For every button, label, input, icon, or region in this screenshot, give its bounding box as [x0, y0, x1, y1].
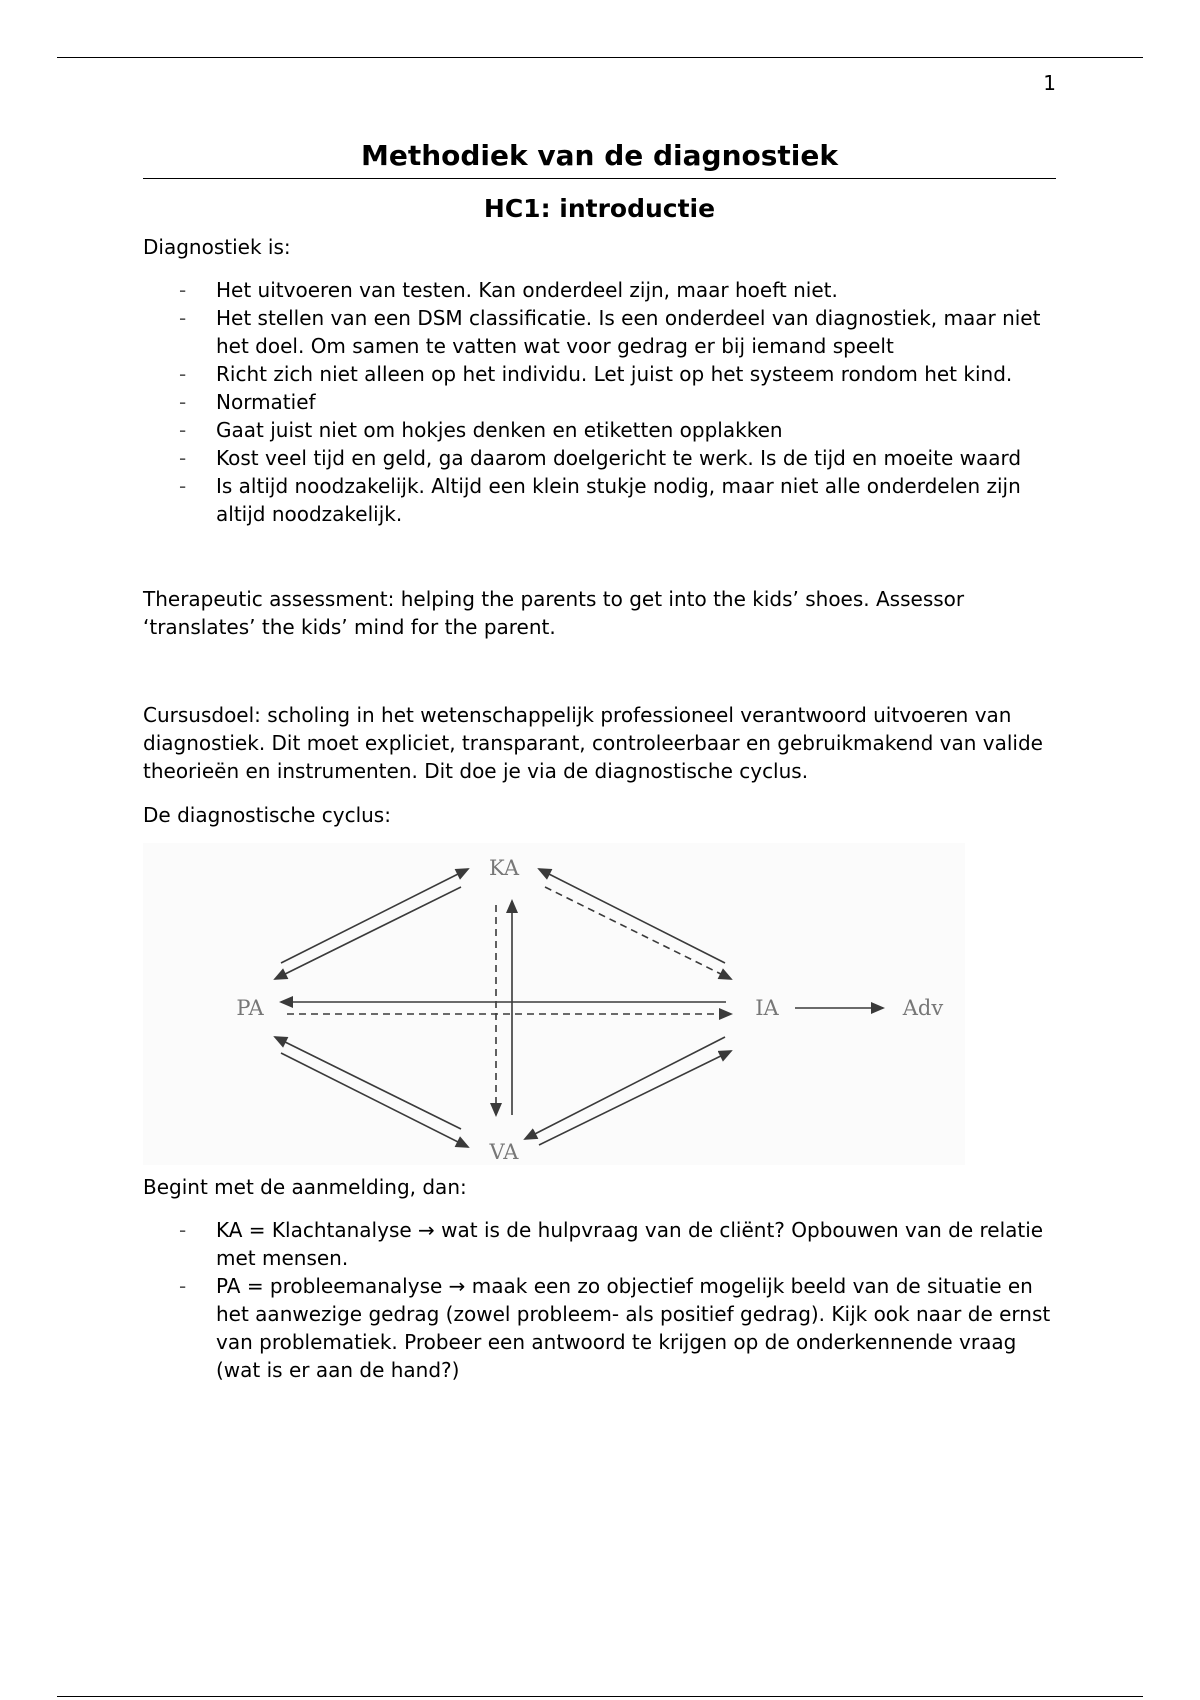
dash-bullet: - [179, 278, 187, 302]
list-item [143, 1272, 1056, 1384]
list-item [143, 360, 1056, 388]
dash-bullet: - [179, 362, 187, 386]
page-bottom-rule [57, 1696, 1143, 1697]
section-heading: HC1: introductie [483, 194, 716, 223]
list-item-text: Het stellen van een DSM classificatie. Is een onderdeel van diagnostiek, maar niet het doel. Om samen te vatten wat voor gedrag er bij iemand speelt [216, 306, 1041, 358]
document-title: Methodiek van de diagnostiek [143, 136, 1056, 179]
list-item [143, 1216, 1056, 1272]
dash-bullet: - [179, 1274, 187, 1298]
cycle-intro: De diagnostische cyclus: [143, 803, 391, 827]
dash-bullet: - [179, 474, 187, 498]
document-body [143, 136, 1056, 1384]
dash-bullet: - [179, 1218, 187, 1242]
intro-paragraph: Diagnostiek is: [143, 235, 291, 259]
dash-bullet: - [179, 418, 187, 442]
arrow-va-to-pa [275, 1037, 461, 1129]
analysis-list [143, 1216, 1056, 1384]
list-item-text: Het uitvoeren van testen. Kan onderdeel zijn, maar hoeft niet. [216, 278, 838, 302]
list-item [143, 416, 1056, 444]
node-pa-label: PA [236, 996, 264, 1020]
arrow-pa-to-va [281, 1053, 468, 1147]
list-item-text: Richt zich niet alleen op het individu. Let juist op het systeem rondom het kind. [216, 362, 1013, 386]
list-item-text: Kost veel tijd en geld, ga daarom doelgericht te werk. Is de tijd en moeite waard [216, 446, 1022, 470]
arrow-pa-to-ka [281, 869, 468, 963]
cursusdoel-paragraph: Cursusdoel: scholing in het wetenschappelijk professioneel verantwoord uitvoeren van diagnostiek. Dit moet expliciet, transparant, controleerbaar en gebruikmakend van valide theorieën en instrumenten. Dit doe je via de diagnostische cyclus. [143, 703, 1043, 783]
arrow-ka-to-ia-dashed [545, 887, 731, 979]
arrow-ia-to-ka [539, 869, 725, 963]
list-item-text: PA = probleemanalyse → maak een zo objectief mogelijk beeld van de situatie en het aanwezige gedrag (zowel probleem- als positief gedrag). Kijk ook naar de ernst van problematiek. Probeer een antwoord te krijgen op de onderkennende vraag (wat is er aan de hand?) [216, 1274, 1051, 1382]
node-adv-label: Adv [902, 996, 944, 1020]
list-item [143, 472, 1056, 528]
list-item [143, 276, 1056, 304]
node-ia-label: IA [755, 996, 779, 1020]
list-item [143, 444, 1056, 472]
arrow-va-to-ia [539, 1051, 731, 1145]
diagnostiek-list [143, 276, 1056, 528]
node-ka-label: KA [488, 856, 520, 880]
node-va-label: VA [489, 1140, 519, 1164]
diagnostic-cycle-diagram [143, 843, 965, 1165]
page-number: 1 [1043, 71, 1056, 95]
list-item-text: Normatief [216, 390, 316, 414]
page-top-rule [57, 57, 1143, 58]
list-item-text: Gaat juist niet om hokjes denken en etiketten opplakken [216, 418, 783, 442]
arrow-ka-to-pa [275, 887, 461, 979]
list-item [143, 388, 1056, 416]
begin-paragraph: Begint met de aanmelding, dan: [143, 1175, 467, 1199]
list-item [143, 304, 1056, 360]
list-item-text: Is altijd noodzakelijk. Altijd een klein stukje nodig, maar niet alle onderdelen zijn altijd noodzakelijk. [216, 474, 1021, 526]
arrow-ia-to-va [525, 1037, 725, 1139]
dash-bullet: - [179, 446, 187, 470]
therapeutic-paragraph: Therapeutic assessment: helping the parents to get into the kids’ shoes. Assessor ‘translates’ the kids’ mind for the parent. [143, 587, 965, 639]
list-item-text: KA = Klachtanalyse → wat is de hulpvraag van de cliënt? Opbouwen van de relatie met mensen. [216, 1218, 1044, 1270]
dash-bullet: - [179, 306, 187, 330]
dash-bullet: - [179, 390, 187, 414]
